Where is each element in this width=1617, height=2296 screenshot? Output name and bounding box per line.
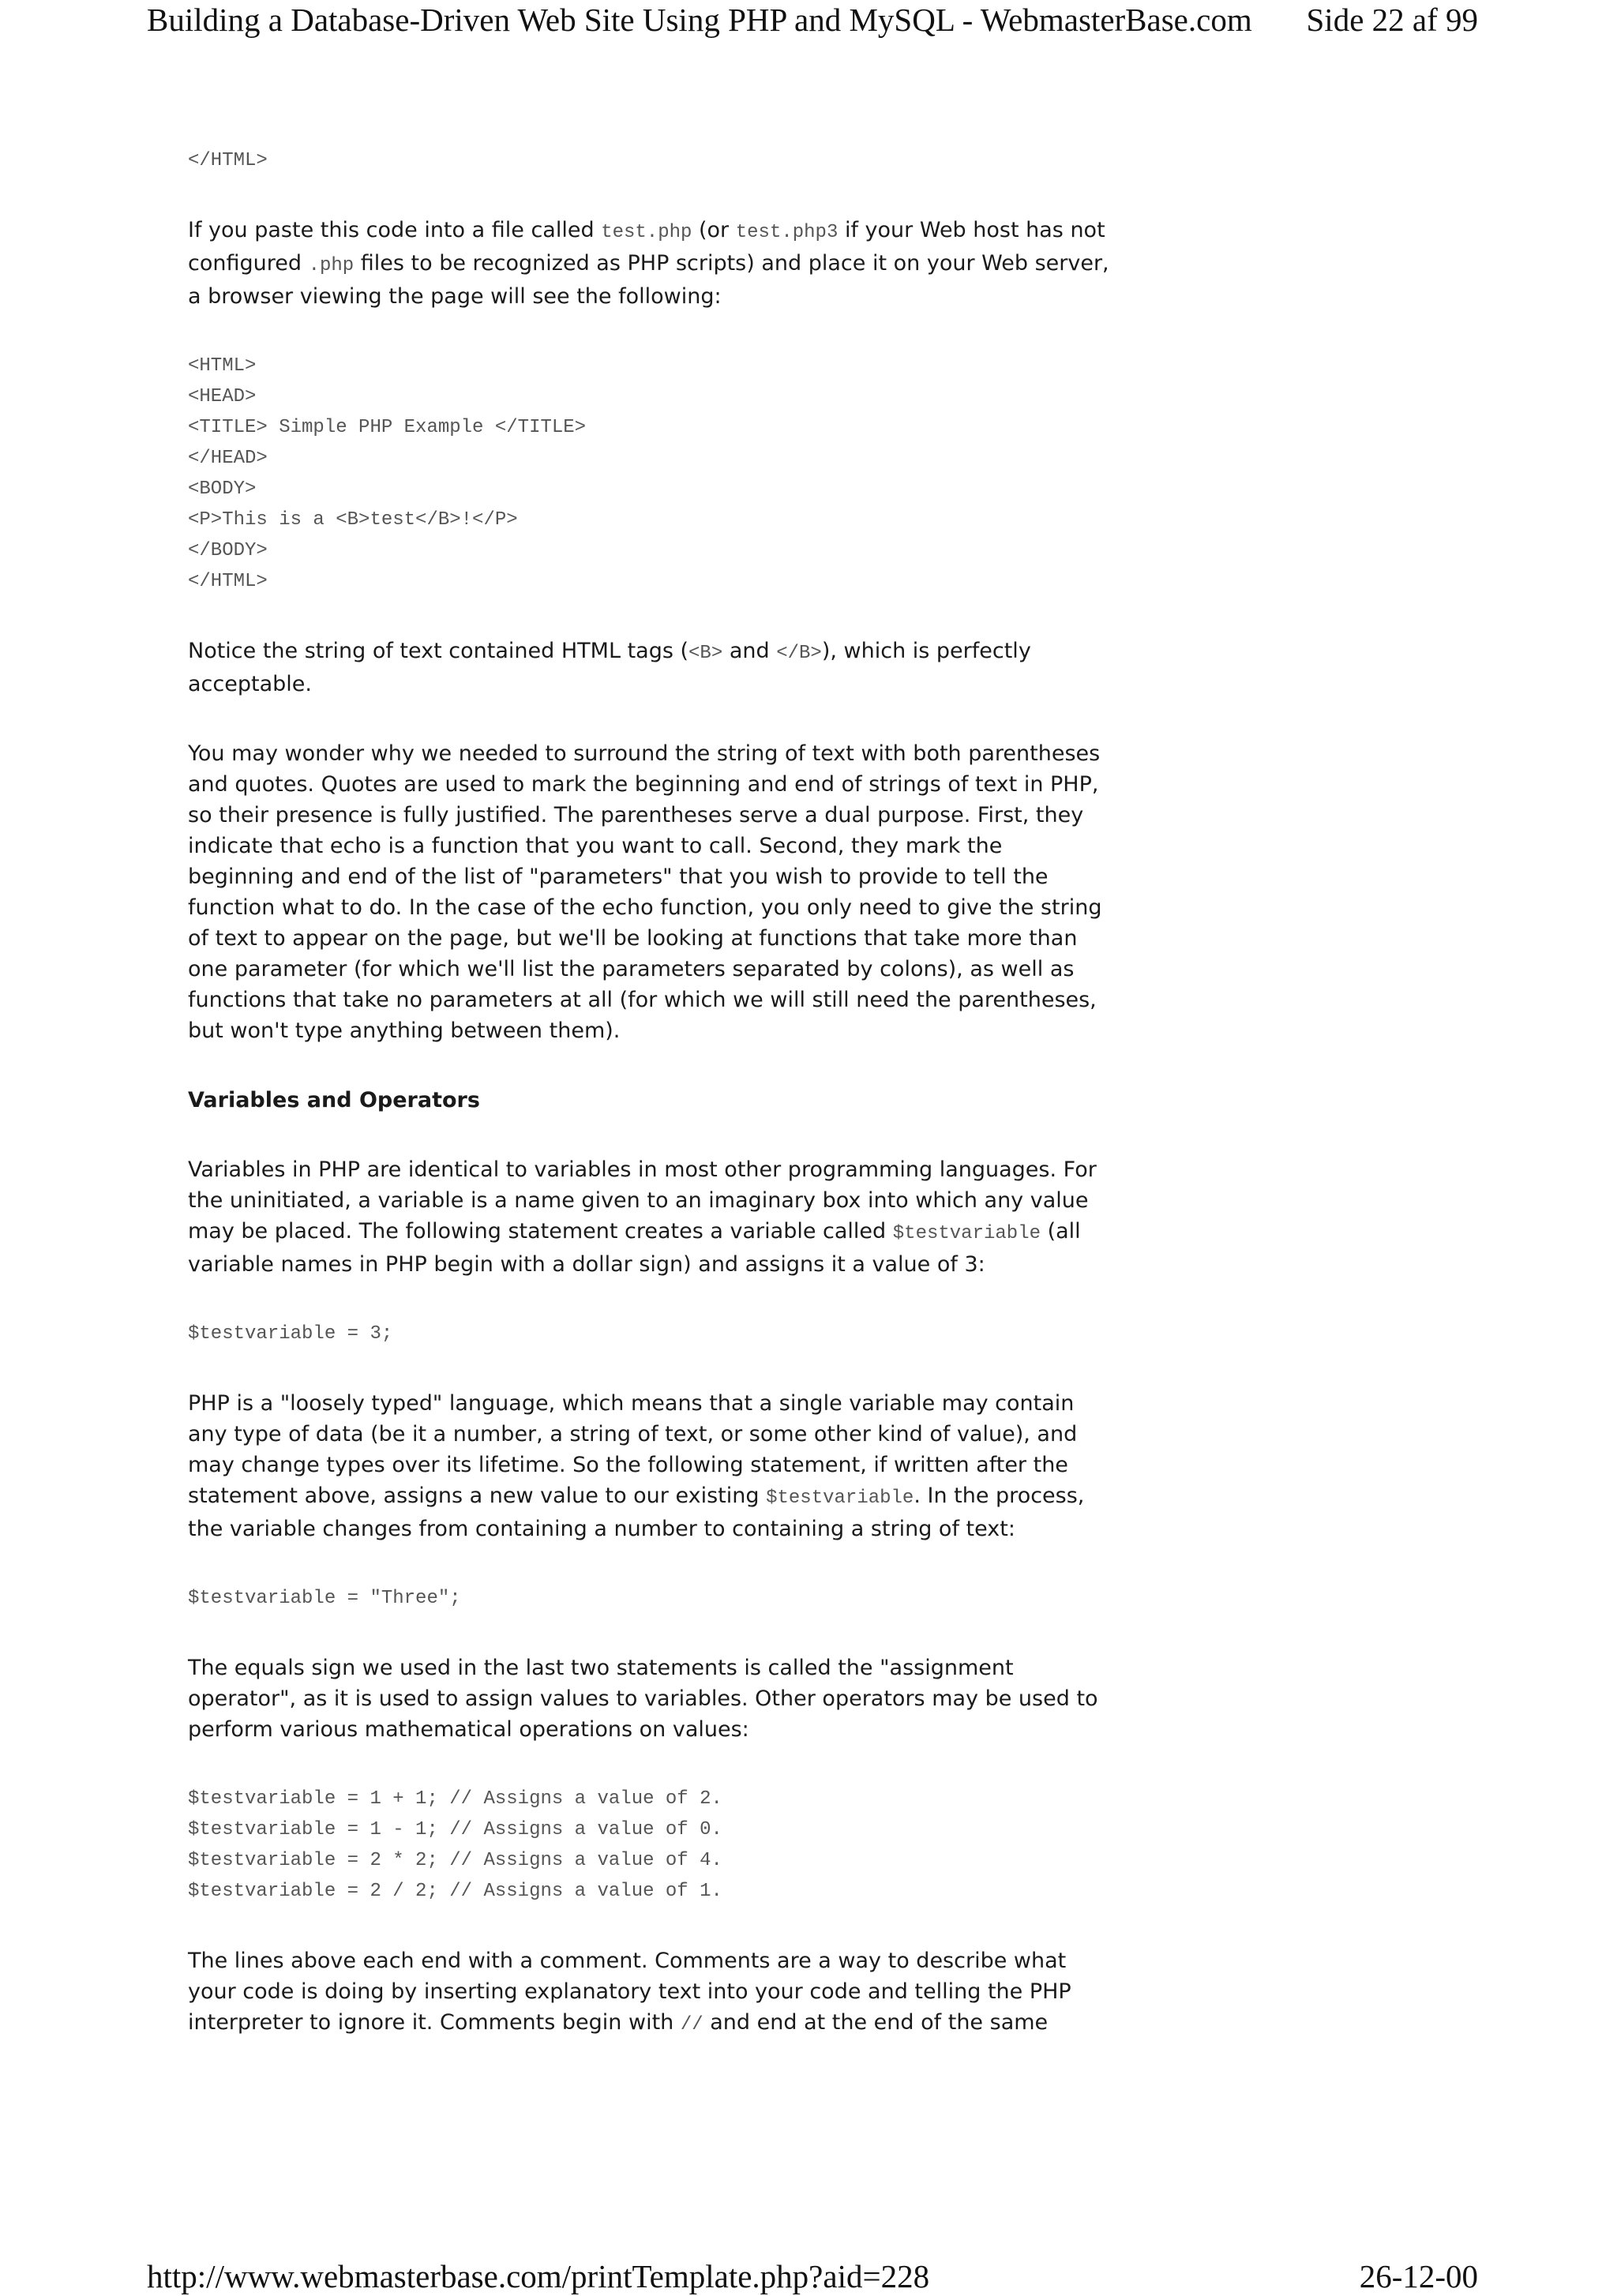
page-footer-date: 26-12-00 — [1359, 2258, 1478, 2294]
text-run: Variables in PHP are identical to variables in most other programming languages. For the uninitiated, a variable is a name given to an imaginary box into which any value may be placed. The following statement creates a variable called — [188, 1157, 1097, 1244]
inline-code-test-php: test.php — [601, 222, 692, 243]
code-block-html-close: </HTML> — [188, 150, 268, 171]
code-block-html-output: <HTML> <HEAD> <TITLE> Simple PHP Example </TITLE> </HEAD> <BODY> <P>This is a <B>test</B>!</P> </BODY> </HTML> — [188, 355, 587, 592]
text-run: files to be recognized as PHP scripts) and place it on your Web server, a browser viewing the page will see the following: — [188, 251, 1109, 309]
paragraph-html-tags — [188, 636, 1112, 700]
paragraph-loosely-typed — [188, 1388, 1112, 1544]
code-block-math-operators: $testvariable = 1 + 1; // Assigns a value of 2. $testvariable = 1 - 1; // Assigns a value of 0. $testvariable = 2 * 2; // Assigns a value of 4. $testvariable = 2 / 2; // Assigns a value of 1. — [188, 1788, 722, 1902]
text-run: . In the process, the variable changes from containing a number to containing a string of text: — [188, 1484, 1085, 1541]
paragraph-assignment-operator: The equals sign we used in the last two statements is called the "assignment operator", as it is used to assign values to variables. Other operators may be used to perform various mathematical operations on values: — [188, 1656, 1098, 1742]
inline-code-comment-slashes: // — [680, 2014, 703, 2035]
paragraph-test-php — [188, 215, 1112, 312]
text-run: The lines above each end with a comment. Comments are a way to describe what your code is doing by inserting explanatory text into your code and telling the PHP interpreter to ignore it. Comments begin with — [188, 1949, 1071, 2035]
text-run: and — [722, 639, 777, 663]
page-header-page-number: Side 22 af 99 — [1306, 2, 1478, 38]
text-run: If you paste this code into a file called — [188, 218, 602, 242]
article-body — [188, 145, 1112, 2040]
inline-code-b-open: <B> — [688, 643, 723, 664]
text-run: and end at the end of the same — [703, 2010, 1049, 2035]
text-run: (or — [692, 218, 736, 242]
inline-code-test-php3: test.php3 — [735, 222, 839, 243]
code-block-assign-3: $testvariable = 3; — [188, 1323, 393, 1345]
inline-code-testvariable: $testvariable — [892, 1223, 1041, 1244]
text-run: (all variable names in PHP begin with a dollar sign) and assigns it a value of 3: — [188, 1219, 1081, 1277]
text-run: PHP is a "loosely typed" language, which means that a single variable may contain any type of data (be it a number, a string of text, or some other kind of value), and may change types over its lifetime. So the following statement, if written after the statement above, assigns a new value to our existing — [188, 1391, 1078, 1508]
paragraph-comments — [188, 1945, 1112, 2040]
paragraph-variables-intro — [188, 1154, 1112, 1280]
inline-code-php-ext: .php — [308, 255, 355, 276]
text-run: ), which is perfectly acceptable. — [188, 639, 1031, 696]
page-footer-url: http://www.webmasterbase.com/printTemplate.php?aid=228 — [147, 2258, 930, 2294]
text-run: Notice the string of text contained HTML tags ( — [188, 639, 689, 663]
code-block-assign-three: $testvariable = "Three"; — [188, 1588, 461, 1609]
text-run: if your Web host has not configured — [188, 218, 1105, 276]
page-header-title: Building a Database-Driven Web Site Using PHP and MySQL - WebmasterBase.com — [147, 2, 1252, 38]
section-heading-variables-operators: Variables and Operators — [188, 1088, 480, 1112]
inline-code-b-close: </B> — [776, 643, 822, 664]
inline-code-testvariable: $testvariable — [766, 1488, 914, 1509]
paragraph-parentheses-quotes: You may wonder why we needed to surround the string of text with both parentheses and quotes. Quotes are used to mark the beginning and end of strings of text in PHP, so their presence is fully justified. The parentheses serve a dual purpose. First, they indicate that echo is a function that you want to call. Second, they mark the beginning and end of the list of "parameters" that you wish to provide to tell the function what to do. In the case of the echo function, you only need to give the string of text to appear on the page, but we'll be looking at functions that take more than one parameter (for which we'll list the parameters separated by colons), as well as functions that take no parameters at all (for which we will still need the parentheses, but won't type anything between them). — [188, 741, 1102, 1043]
